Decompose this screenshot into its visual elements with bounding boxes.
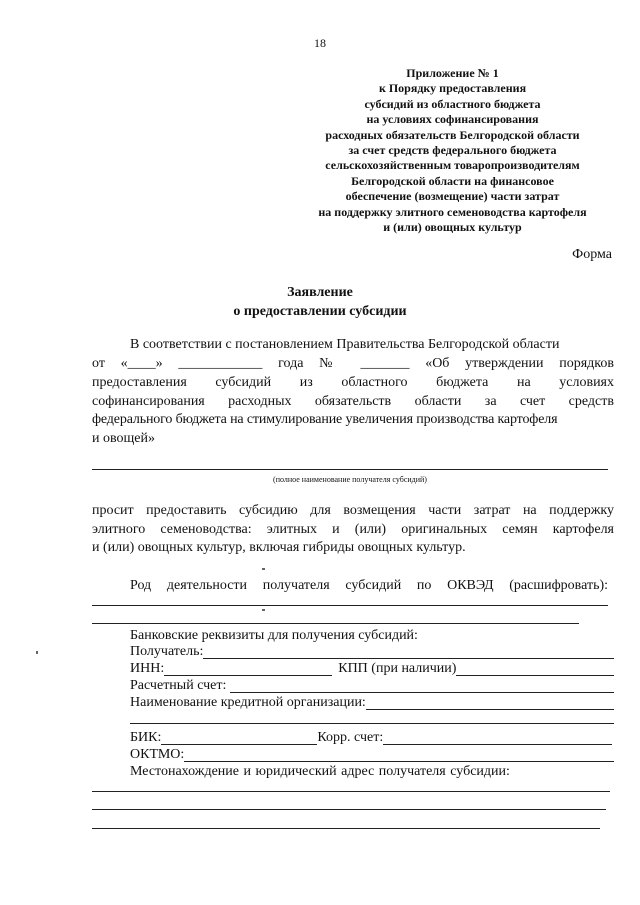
credit-org-label: Наименование кредитной организации:: [130, 695, 366, 710]
address-field[interactable]: [92, 809, 606, 810]
appendix-line: к Порядку предоставления: [378, 81, 527, 96]
appendix-line: за счет средств федерального бюджета: [348, 143, 557, 158]
request-line: просит предоставить субсидию для возмещения части затрат на поддержку: [92, 503, 614, 518]
oktmo-field[interactable]: [184, 761, 614, 762]
credit-org-row: [130, 694, 614, 713]
appendix-line: расходных обязательств Белгородской области: [325, 127, 580, 142]
appendix-line: на поддержку элитного семеноводства картофеля: [318, 204, 587, 219]
appendix-line: на условиях софинансирования: [366, 112, 539, 127]
intro-first-line: В соответствии с постановлением Правительства Белгородской области: [130, 337, 560, 352]
credit-org-field-2[interactable]: [130, 723, 614, 724]
oktmo-row: [130, 746, 614, 765]
page-number: 18: [314, 36, 326, 50]
scan-speck: [262, 609, 265, 611]
account-label: Расчетный счет:: [130, 678, 227, 693]
address-field[interactable]: [92, 791, 610, 792]
appendix-line: Приложение № 1: [406, 66, 499, 80]
intro-line: и овощей»: [92, 431, 155, 446]
recipient-caption: (полное наименование получателя субсидий): [273, 475, 427, 484]
title-line: о предоставлении субсидии: [233, 304, 407, 319]
appendix-line: и (или) овощных культур: [383, 220, 522, 235]
appendix-line: сельскохозяйственным товаропроизводителям: [325, 158, 580, 173]
inn-label: ИНН:: [130, 661, 165, 676]
intro-line: предоставления субсидий из областного бюджета на условиях: [92, 375, 614, 390]
address-field[interactable]: [92, 828, 600, 829]
account-row: [130, 677, 614, 696]
okved-field[interactable]: [92, 623, 579, 624]
corr-account-field[interactable]: [383, 744, 612, 745]
kpp-field[interactable]: [456, 675, 614, 676]
okved-label: Род деятельности получателя субсидий по ОКВЭД (расшифровать):: [130, 578, 608, 593]
inn-kpp-row: [130, 660, 614, 679]
scan-speck: [36, 651, 38, 654]
title-line: Заявление: [287, 285, 353, 300]
address-label: Местонахождение и юридический адрес получателя субсидии:: [130, 764, 510, 779]
recipient-field[interactable]: [203, 658, 614, 659]
account-field[interactable]: [230, 692, 614, 693]
inn-field[interactable]: [164, 675, 332, 676]
intro-line: от «____» ____________ года № _______ «Об утверждении порядков: [92, 356, 614, 371]
document-title: [0, 283, 640, 321]
bank-heading: Банковские реквизиты для получения субсидий:: [130, 628, 418, 643]
credit-org-field[interactable]: [366, 709, 614, 710]
appendix-line: обеспечение (возмещение) части затрат: [345, 189, 560, 204]
appendix-line: Белгородской области на финансовое: [351, 173, 554, 188]
bik-row: [130, 729, 612, 748]
request-line: и (или) овощных культур, включая гибриды овощных культур.: [92, 540, 466, 555]
recipient-name-field[interactable]: [92, 469, 608, 470]
appendix-header: [290, 66, 615, 235]
kpp-label: КПП (при наличии): [338, 661, 457, 676]
bik-label: БИК:: [130, 730, 162, 745]
oktmo-label: ОКТМО:: [130, 747, 185, 762]
recipient-row: [130, 643, 614, 662]
corr-account-label: Корр. счет:: [317, 730, 384, 745]
scan-speck: [262, 568, 265, 570]
request-line: элитного семеноводства: элитных и (или) оригинальных семян картофеля: [92, 522, 614, 537]
form-label: Форма: [572, 247, 612, 262]
recipient-label: Получатель:: [130, 644, 204, 659]
okved-field[interactable]: [92, 605, 608, 606]
intro-line: софинансирования расходных обязательств области за счет средств: [92, 394, 614, 409]
appendix-line: субсидий из областного бюджета: [364, 96, 541, 111]
intro-line: федерального бюджета на стимулирование увеличения производства картофеля: [92, 412, 558, 427]
bik-field[interactable]: [161, 744, 317, 745]
